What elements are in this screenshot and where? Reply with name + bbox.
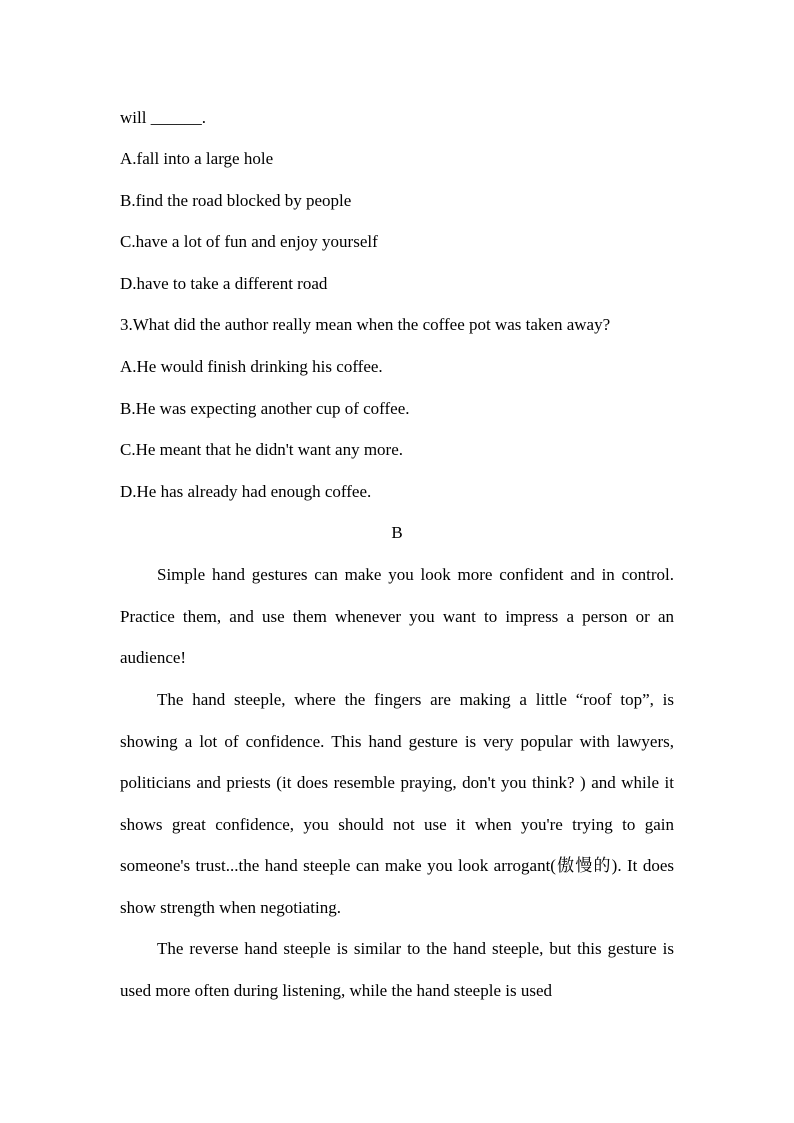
paragraph-2: The hand steeple, where the fingers are making a little “roof top”, is showing a lot of confidence. This hand gesture is very popular with lawyers, politicians and priests (it does resemble praying, don't you think? ) and while it shows great confidence, you should not use it when you're trying to gain someone's trust...the hand steeple can make you look arrogant(傲慢的). It does show strength when negotiating. xyxy=(120,690,674,917)
paragraph-3: The reverse hand steeple is similar to the hand steeple, but this gesture is used more often during listening, while the hand steeple is used xyxy=(120,939,674,1000)
q2-option-a: A.fall into a large hole xyxy=(120,149,274,168)
section-heading: B xyxy=(391,523,403,542)
q3-question: 3.What did the author really mean when the coffee pot was taken away? xyxy=(120,315,611,334)
q3-option-b: B.He was expecting another cup of coffee. xyxy=(120,399,410,418)
q3-option-a: A.He would finish drinking his coffee. xyxy=(120,357,383,376)
paragraph-1: Simple hand gestures can make you look more confident and in control. Practice them, and use them whenever you want to impress a person or an audience! xyxy=(120,565,674,668)
q2-option-d: D.have to take a different road xyxy=(120,274,328,293)
q2-option-c: C.have a lot of fun and enjoy yourself xyxy=(120,232,378,251)
q2-option-b: B.find the road blocked by people xyxy=(120,191,352,210)
q3-option-d: D.He has already had enough coffee. xyxy=(120,482,372,501)
q3-option-c: C.He meant that he didn't want any more. xyxy=(120,440,404,459)
question-stem-end: will ______. xyxy=(120,108,206,127)
